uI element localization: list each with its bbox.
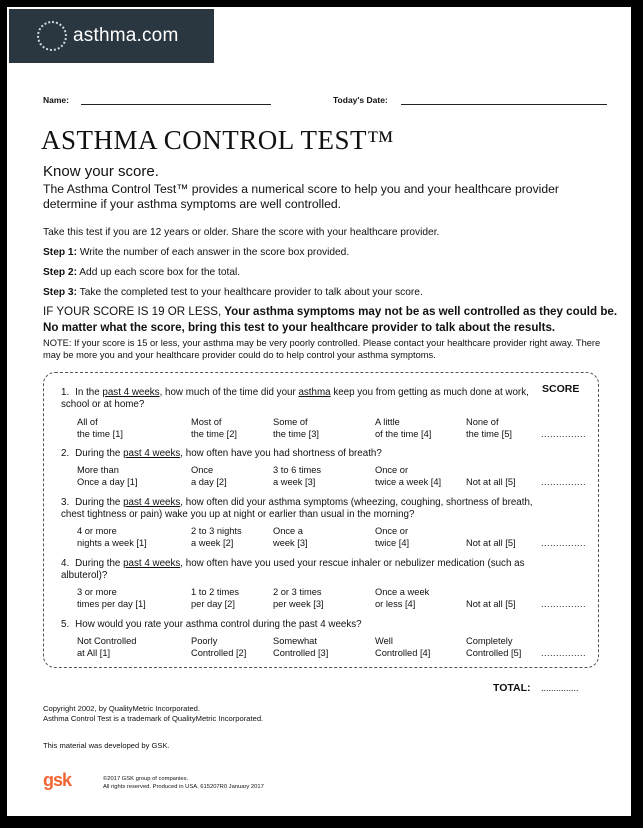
q3-option-3-line-2: week [3] xyxy=(273,538,308,548)
q4-option-4-line-2: or less [4] xyxy=(375,599,416,609)
question-4-u1: past 4 weeks xyxy=(123,558,181,569)
gsk-logo xyxy=(43,770,77,796)
q2-option-2-line-2: a day [2] xyxy=(191,477,227,487)
q5-option-4-line-1: Well xyxy=(375,636,393,646)
q2-option-3-line-2: a week [3] xyxy=(273,477,316,487)
score-warning xyxy=(43,304,623,335)
copyright-line-2: Asthma Control Test is a trademark of QualityMetric Incorporated. xyxy=(43,714,264,723)
intro-text: The Asthma Control Test™ provides a numerical score to help you and your healthcare provider determine if your asthma symptoms are well controlled. xyxy=(43,182,559,211)
q5-option-4-line-2: Controlled [4] xyxy=(375,648,431,658)
q3-option-4-line-2: twice [4] xyxy=(375,538,410,548)
warning-line-2: No matter what the score, bring this test to your healthcare provider to talk about the results. xyxy=(43,320,556,334)
step-2-text: Add up each score box for the total. xyxy=(79,267,241,278)
subtitle: Know your score. xyxy=(43,163,159,180)
q4-option-5[interactable] xyxy=(466,586,516,610)
q5-option-1[interactable] xyxy=(77,635,136,659)
date-label: Today's Date: xyxy=(333,95,388,105)
gsk-footer-line-2: All rights reserved. Produced in USA. 615207R0 January 2017 xyxy=(103,784,264,790)
q4-option-3[interactable] xyxy=(273,586,324,610)
q1-option-4-line-2: of the time [4] xyxy=(375,429,432,439)
q1-option-3-line-2: the time [3] xyxy=(273,429,319,439)
q1-option-4[interactable] xyxy=(375,416,431,440)
warning-line-1: Your asthma symptoms may not be as well controlled as they could be. xyxy=(224,305,618,318)
q1-option-1-line-1: All of xyxy=(77,417,98,427)
question-4-mid: , how often have you used your rescue inhaler or nebulizer medication (such as albuterol)? xyxy=(61,558,525,581)
q2-score-field[interactable]: ............... xyxy=(541,477,587,487)
question-1 xyxy=(61,387,546,411)
q3-option-5-line-1 xyxy=(466,525,516,537)
q4-option-4[interactable] xyxy=(375,586,429,610)
question-3-num: 3. xyxy=(61,497,70,508)
q1-option-2[interactable] xyxy=(191,416,237,440)
question-1-mid: , how much of the time did your xyxy=(159,387,299,398)
question-5-num: 5. xyxy=(61,619,70,630)
q3-option-3[interactable] xyxy=(273,525,308,549)
gsk-footer xyxy=(103,775,264,791)
step-2 xyxy=(43,267,240,278)
question-3-u1: past 4 weeks xyxy=(123,497,181,508)
gsk-footer-line-1: ©2017 GSK group of companies. xyxy=(103,776,189,782)
question-2-u1: past 4 weeks xyxy=(123,448,181,459)
q1-option-1[interactable] xyxy=(77,416,123,440)
question-4 xyxy=(61,558,546,582)
q2-option-4-line-2: twice a week [4] xyxy=(375,477,442,487)
q5-option-2-line-2: Controlled [2] xyxy=(191,648,247,658)
step-2-label: Step 2: xyxy=(43,267,77,278)
q3-option-1-line-2: nights a week [1] xyxy=(77,538,147,548)
q5-option-4[interactable] xyxy=(375,635,430,659)
question-4-pre: During the xyxy=(75,558,124,569)
take-instruction: Take this test if you are 12 years or older. Share the score with your healthcare provider. xyxy=(43,227,440,238)
q1-option-4-line-1: A little xyxy=(375,417,400,427)
gsk-logo-text: gsk xyxy=(43,770,72,790)
q5-option-1-line-1: Not Controlled xyxy=(77,636,137,646)
step-1-text: Write the number of each answer in the score box provided. xyxy=(79,247,350,258)
question-1-u2: asthma xyxy=(298,387,331,398)
q2-option-5-line-1 xyxy=(466,464,516,476)
warning-caps: IF YOUR SCORE IS 19 OR LESS, xyxy=(43,305,222,318)
question-3-mid: , how often did your asthma symptoms (wheezing, coughing, shortness of breath, chest tightness or pain) wake you up at night or earlier than usual in the morning? xyxy=(61,497,533,520)
question-2-num: 2. xyxy=(61,448,70,459)
step-3 xyxy=(43,287,423,298)
q1-option-2-line-1: Most of xyxy=(191,417,222,427)
q4-option-2[interactable] xyxy=(191,586,239,610)
q3-option-5-line-2: Not at all [5] xyxy=(466,538,516,548)
q3-score-field[interactable]: ............... xyxy=(541,538,587,548)
q4-option-5-line-2: Not at all [5] xyxy=(466,599,516,609)
q5-option-2[interactable] xyxy=(191,635,246,659)
q5-option-2-line-1: Poorly xyxy=(191,636,218,646)
q3-option-2-line-2: a week [2] xyxy=(191,538,234,548)
step-3-label: Step 3: xyxy=(43,287,77,298)
name-label: Name: xyxy=(43,95,69,105)
q2-option-1-line-1: More than xyxy=(77,465,119,475)
score-header: SCORE xyxy=(542,383,580,395)
q4-option-3-line-1: 2 or 3 times xyxy=(273,587,322,597)
q4-option-1-line-1: 3 or more xyxy=(77,587,117,597)
q5-option-1-line-2: at All [1] xyxy=(77,648,111,658)
q2-option-3-line-1: 3 to 6 times xyxy=(273,465,322,475)
copyright xyxy=(43,704,263,724)
q2-option-2[interactable] xyxy=(191,464,227,488)
q3-option-4-line-1: Once or xyxy=(375,526,409,536)
q5-option-3-line-1: Somewhat xyxy=(273,636,317,646)
q3-option-5[interactable] xyxy=(466,525,516,549)
q5-option-5-line-2: Controlled [5] xyxy=(466,648,522,658)
q2-option-4-line-1: Once or xyxy=(375,465,409,475)
asthma-control-test-page xyxy=(5,5,633,818)
note-text: NOTE: If your score is 15 or less, your asthma may be very poorly controlled. Please contact your healthcare provider right away. There may be more you and your healthcare provider could do to help control your asthma symptoms. xyxy=(43,338,601,360)
question-1-num: 1. xyxy=(61,387,70,398)
q2-option-5[interactable] xyxy=(466,464,516,488)
question-4-num: 4. xyxy=(61,558,70,569)
q1-option-3-line-1: Some of xyxy=(273,417,308,427)
question-2-pre: During the xyxy=(75,448,124,459)
copyright-line-1: Copyright 2002, by QualityMetric Incorporated. xyxy=(43,704,201,713)
question-1-pre: In the xyxy=(75,387,103,398)
date-field[interactable] xyxy=(401,104,607,105)
q1-option-5-line-1: None of xyxy=(466,417,499,427)
q5-option-3-line-2: Controlled [3] xyxy=(273,648,329,658)
page-title: ASTHMA CONTROL TEST™ xyxy=(41,125,394,155)
total-score-field[interactable]: ............... xyxy=(541,683,579,693)
total-label: TOTAL: xyxy=(493,682,531,694)
q2-option-1-line-2: Once a day [1] xyxy=(77,477,138,487)
q1-score-field[interactable]: ............... xyxy=(541,429,587,439)
q4-option-1[interactable] xyxy=(77,586,146,610)
q4-option-5-line-1 xyxy=(466,586,516,598)
question-2 xyxy=(61,448,546,460)
q4-option-1-line-2: times per day [1] xyxy=(77,599,146,609)
q1-option-1-line-2: the time [1] xyxy=(77,429,123,439)
q2-option-5-line-2: Not at all [5] xyxy=(466,477,516,487)
q1-option-3[interactable] xyxy=(273,416,319,440)
q4-option-3-line-2: per week [3] xyxy=(273,599,324,609)
q2-option-2-line-1: Once xyxy=(191,465,214,475)
q3-option-2-line-1: 2 to 3 nights xyxy=(191,526,242,536)
q3-option-1[interactable] xyxy=(77,525,147,549)
q1-option-5[interactable] xyxy=(466,416,512,440)
question-2-mid: , how often have you had shortness of breath? xyxy=(180,448,382,459)
question-5-pre: How would you rate your asthma control during the past 4 weeks? xyxy=(75,619,362,630)
logo-text: asthma.com xyxy=(73,25,179,46)
q3-option-1-line-1: 4 or more xyxy=(77,526,117,536)
question-1-u1: past 4 weeks xyxy=(102,387,160,398)
q2-option-1[interactable] xyxy=(77,464,137,488)
step-1-label: Step 1: xyxy=(43,247,77,258)
q4-score-field[interactable]: ............... xyxy=(541,599,587,609)
step-1 xyxy=(43,247,349,258)
question-3-pre: During the xyxy=(75,497,124,508)
q4-option-4-line-1: Once a week xyxy=(375,587,430,597)
logo-dots-icon xyxy=(37,21,67,51)
q4-option-2-line-2: per day [2] xyxy=(191,599,235,609)
q3-option-2[interactable] xyxy=(191,525,242,549)
q5-option-5-line-1: Completely xyxy=(466,636,513,646)
asthma-com-logo[interactable] xyxy=(9,9,214,63)
question-3 xyxy=(61,497,546,521)
q4-option-2-line-1: 1 to 2 times xyxy=(191,587,240,597)
q3-option-3-line-1: Once a xyxy=(273,526,303,536)
question-1-post: keep you from getting as much done at work, school or at home? xyxy=(61,387,529,410)
q5-option-5[interactable] xyxy=(466,635,521,659)
step-3-text: Take the completed test to your healthcare provider to talk about your score. xyxy=(79,287,423,298)
q1-option-5-line-2: the time [5] xyxy=(466,429,512,439)
q3-option-4[interactable] xyxy=(375,525,409,549)
q5-score-field[interactable]: ............... xyxy=(541,648,587,658)
question-5 xyxy=(61,619,546,631)
q5-option-3[interactable] xyxy=(273,635,328,659)
name-field[interactable] xyxy=(81,104,271,105)
q2-option-3[interactable] xyxy=(273,464,321,488)
q1-option-2-line-2: the time [2] xyxy=(191,429,237,439)
q2-option-4[interactable] xyxy=(375,464,441,488)
developed-by: This material was developed by GSK. xyxy=(43,741,170,750)
